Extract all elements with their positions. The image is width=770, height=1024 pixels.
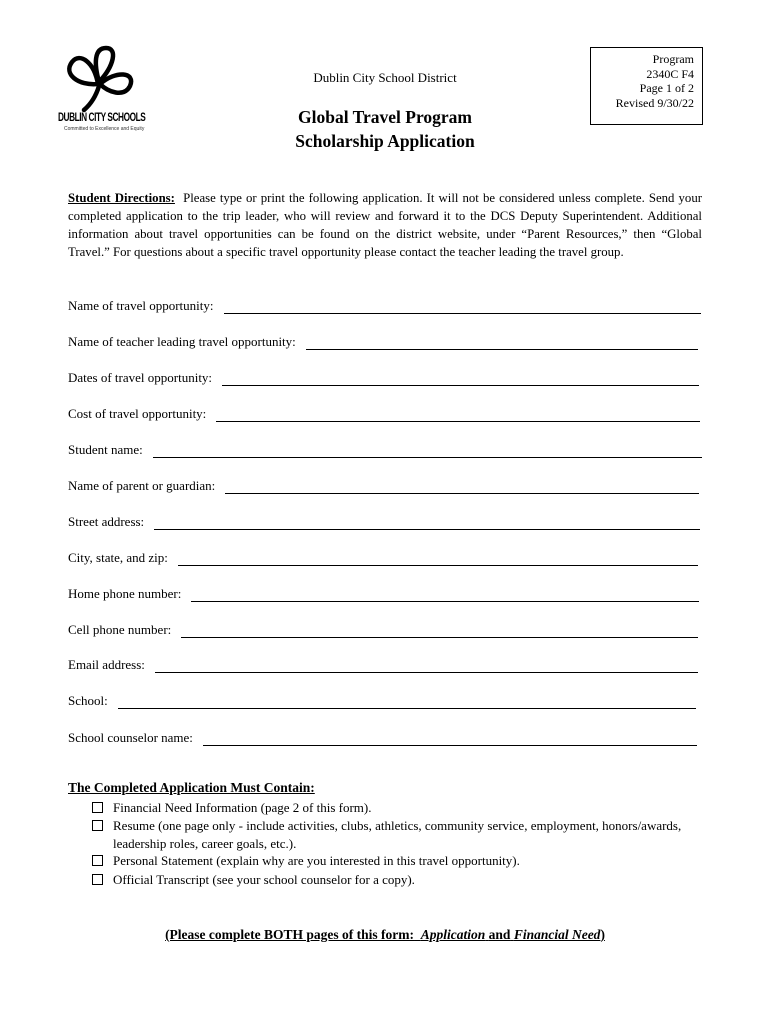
logo-tagline: Committed to Excellence and Equity — [64, 126, 145, 132]
form-title-line2: Scholarship Application — [295, 131, 475, 151]
parent-name-input-line[interactable] — [225, 481, 699, 494]
requirement-text: Official Transcript (see your school counselor for a copy). — [113, 872, 415, 887]
student-name-input-line[interactable] — [153, 445, 702, 458]
field-school — [68, 691, 696, 709]
field-travel-cost — [68, 404, 700, 422]
field-label: Cost of travel opportunity: — [68, 406, 207, 421]
field-label: School counselor name: — [68, 730, 193, 745]
program-info-box — [590, 47, 703, 125]
travel-cost-input-line[interactable] — [216, 409, 700, 422]
street-address-input-line[interactable] — [154, 517, 700, 530]
checkbox-personal-statement[interactable] — [92, 855, 103, 866]
checkbox-transcript[interactable] — [92, 874, 103, 885]
field-counselor-name — [68, 728, 697, 746]
directions-text: Please type or print the following application. It will not be considered unless complete. Send your completed application to the trip leader, who will review and forward it to the DCS Deputy Superintendent. Additional information about travel opportunities can be found on the district website, under “Parent Resources,” then “Global Travel.” For questions about a specific travel opportunity please contact the teacher leading the travel group. — [68, 191, 702, 259]
field-label: School: — [68, 693, 108, 708]
requirement-item — [92, 817, 691, 852]
logo-wordmark: DUBLIN CITY SCHOOLS — [58, 112, 146, 124]
shamrock-logo-icon — [58, 44, 148, 114]
field-label: Dates of travel opportunity: — [68, 370, 213, 385]
field-label: Cell phone number: — [68, 622, 172, 637]
program-code: 2340C F4 — [646, 66, 694, 81]
footer-instruction — [68, 927, 702, 943]
field-student-name — [68, 440, 702, 458]
field-email — [68, 655, 698, 673]
field-teacher-name — [68, 332, 698, 350]
field-label: Email address: — [68, 657, 145, 672]
field-label: Street address: — [68, 514, 145, 529]
travel-opportunity-input-line[interactable] — [224, 301, 702, 314]
footer-financial-need: Financial Need — [513, 927, 601, 942]
field-travel-opportunity — [68, 296, 701, 314]
footer-and: and — [488, 927, 511, 942]
field-cell-phone — [68, 620, 698, 638]
district-name: Dublin City School District — [313, 70, 457, 85]
requirement-text: Resume (one page only - include activities, clubs, athletics, community service, employment, honors/awards, leadership roles, career goals, etc.). — [113, 818, 682, 851]
counselor-name-input-line[interactable] — [203, 733, 697, 746]
requirement-text: Personal Statement (explain why are you interested in this travel opportunity). — [113, 853, 520, 868]
field-street-address — [68, 512, 700, 530]
form-title-line1: Global Travel Program — [297, 107, 472, 127]
footer-prefix: (Please complete BOTH pages of this form: — [165, 927, 415, 942]
requirement-item — [92, 799, 688, 817]
field-label: City, state, and zip: — [68, 550, 168, 565]
cell-phone-input-line[interactable] — [181, 625, 698, 638]
footer-application: Application — [420, 927, 486, 942]
requirements-heading: The Completed Application Must Contain: — [68, 780, 315, 795]
field-label: Name of travel opportunity: — [68, 298, 214, 313]
requirement-text: Financial Need Information (page 2 of this form). — [113, 800, 372, 815]
field-label: Home phone number: — [68, 586, 182, 601]
email-input-line[interactable] — [155, 660, 698, 673]
program-label: Program — [652, 52, 694, 66]
home-phone-input-line[interactable] — [191, 589, 699, 602]
travel-dates-input-line[interactable] — [222, 373, 699, 386]
dublin-city-schools-logo — [58, 44, 148, 144]
city-state-zip-input-line[interactable] — [178, 553, 698, 566]
field-city-state-zip — [68, 548, 698, 566]
requirement-item — [92, 852, 688, 870]
directions-heading: Student Directions: — [68, 191, 175, 205]
field-label: Student name: — [68, 442, 143, 457]
field-label: Name of parent or guardian: — [68, 478, 216, 493]
checkbox-financial-need[interactable] — [92, 802, 103, 813]
checkbox-resume[interactable] — [92, 820, 103, 831]
field-home-phone — [68, 584, 699, 602]
footer-suffix: ) — [600, 927, 605, 942]
school-input-line[interactable] — [118, 696, 696, 709]
field-label: Name of teacher leading travel opportunity: — [68, 334, 296, 349]
student-directions — [68, 189, 702, 261]
field-parent-name — [68, 476, 699, 494]
teacher-name-input-line[interactable] — [306, 337, 698, 350]
page-number: Page 1 of 2 — [639, 81, 694, 95]
field-travel-dates — [68, 368, 699, 386]
revision-date: Revised 9/30/22 — [615, 95, 694, 110]
requirement-item — [92, 871, 688, 889]
